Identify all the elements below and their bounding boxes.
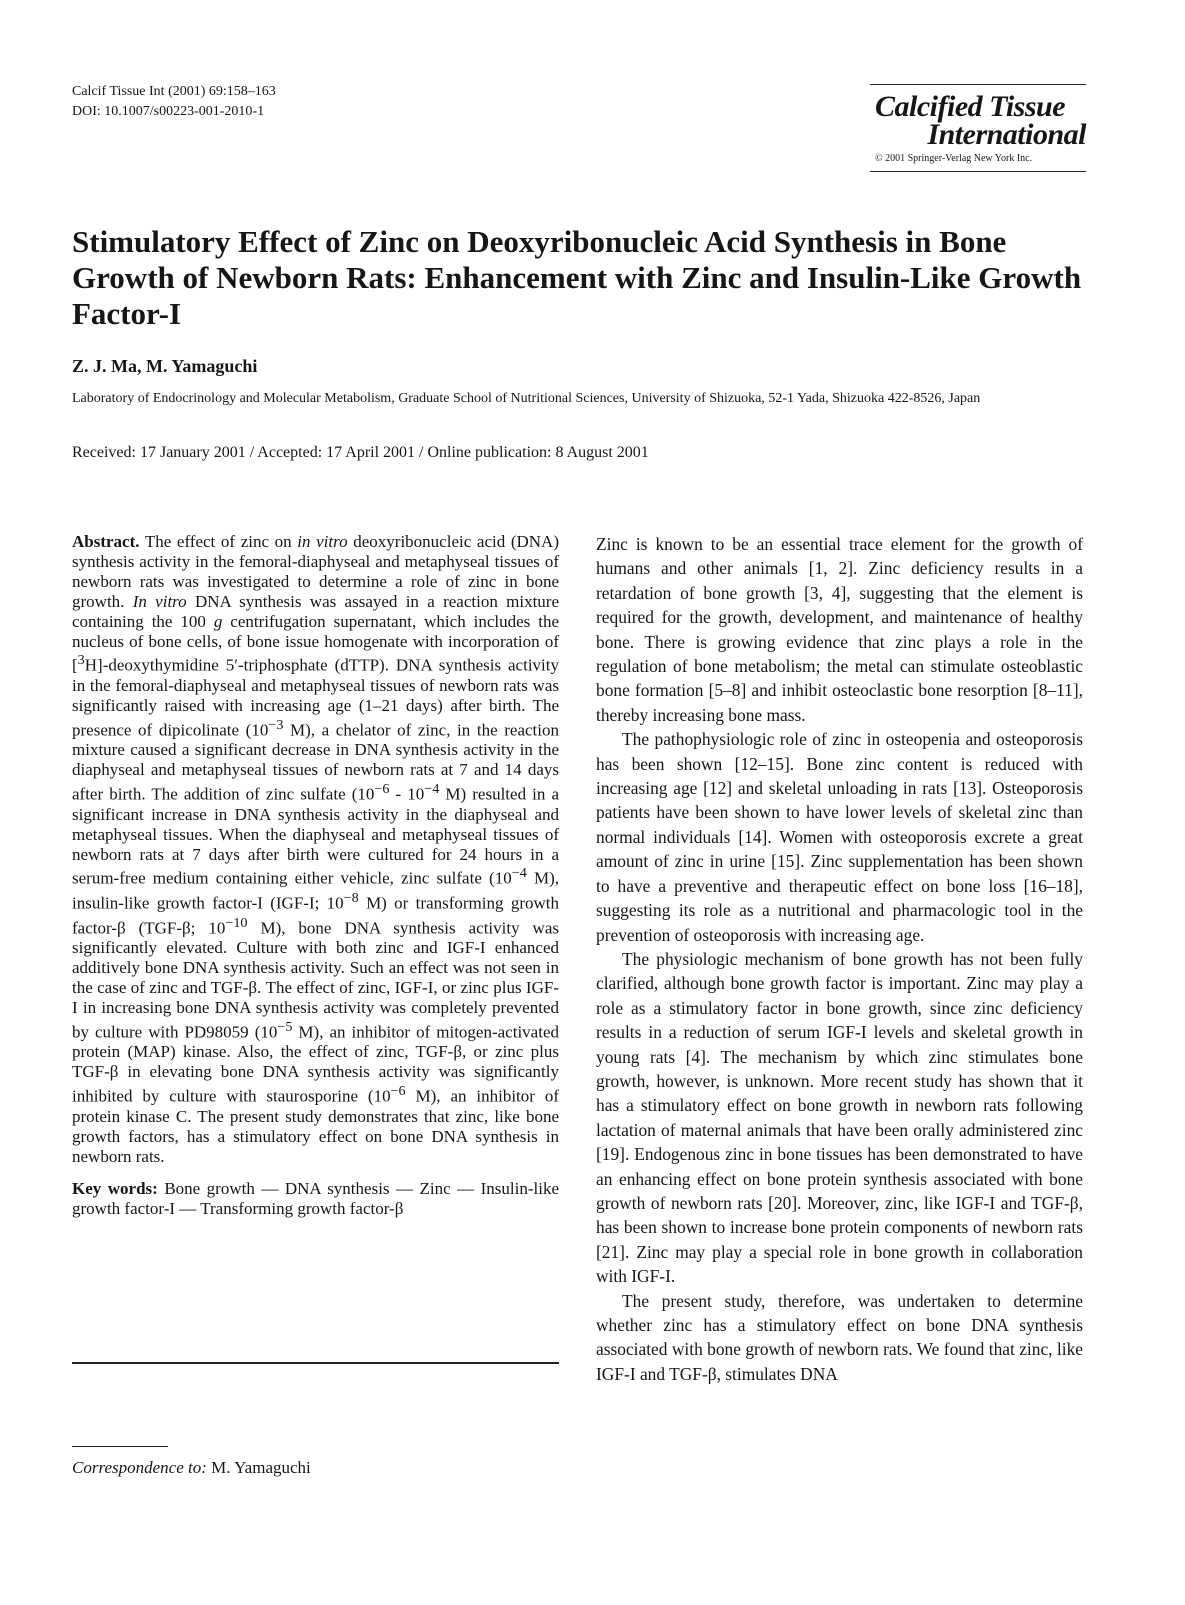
correspondence-footnote	[72, 1458, 311, 1478]
abstract-superscript: −6	[390, 1083, 406, 1100]
journal-name-line2: International	[927, 118, 1086, 151]
body-paragraph-3: The physiologic mechanism of bone growth has not been fully clarified, although bone growth factor is important. Zinc may play a role as a stimulatory factor in bone growth, since zinc deficiency results in a reduction of serum IGF-I levels and skeletal growth in young rats [4]. The mechanism by which zinc stimulates bone growth, however, is unknown. More recent study has shown that it has a stimulatory effect on bone growth in newborn rats following lactation of maternal animals that have been orally administered zinc [19]. Endogenous zinc in bone tissues has been demonstrated to have an enhancing effect on bone protein synthesis associated with bone growth of newborn rats [20]. Moreover, zinc, like IGF-I and TGF-β, has been shown to increase bone protein components of newborn rats [21]. Zinc may play a special role in bone growth in collaboration with IGF-I.	[596, 948, 1083, 1287]
abstract	[72, 532, 559, 1166]
body-paragraph-1: Zinc is known to be an essential trace element for the growth of humans and other animals [1, 2]. Zinc deficiency results in a retardation of bone growth [3, 4], suggesting that the element is required for the growth, development, and maintenance of healthy bone. There is growing evidence that zinc plays a role in the regulation of bone metabolism; the metal can stimulate osteoblastic bone formation [5–8] and inhibit osteoclastic bone resorption [8–11], thereby increasing bone mass.	[596, 534, 1083, 725]
abstract-italic: g	[213, 611, 223, 631]
abstract-text: M), a chelator of zinc, in the reaction mixture caused a significant decrease in DNA synthesis activity in the diaphyseal and metaphyseal tissues of newborn rats at 7 and 14 days after birth. The addition of zinc sulfate (10	[72, 720, 559, 804]
publication-dates: Received: 17 January 2001 / Accepted: 17 April 2001 / Online publication: 8 August 2001	[72, 444, 649, 461]
copyright-notice: © 2001 Springer-Verlag New York Inc.	[875, 153, 1033, 164]
abstract-superscript: −8	[343, 890, 359, 907]
abstract-superscript: −5	[277, 1018, 293, 1035]
left-column	[72, 532, 559, 1219]
citation-block	[72, 82, 276, 122]
footnote-divider	[72, 1446, 168, 1447]
abstract-superscript: 3	[77, 652, 85, 669]
right-column	[596, 532, 1083, 1386]
abstract-text: M) resulted in a significant increase in DNA synthesis activity in the diaphyseal and metaphyseal tissues. When the diaphyseal and metaphyseal tissues of newborn rats at 7 days after birth were cultured for 24 hours in a serum-free medium containing either vehicle, zinc sulfate (10	[72, 784, 559, 889]
abstract-text: H]-deoxythymidine 5′-triphosphate (dTTP). DNA synthesis activity in the femoral-diaphyseal and metaphyseal tissues of newborn rats was significantly raised with increasing age (1–21 days) after birth. The presence of dipicolinate (10	[72, 656, 559, 740]
authors: Z. J. Ma, M. Yamaguchi	[72, 356, 258, 376]
keywords-label: Key words:	[72, 1179, 158, 1199]
article-title: Stimulatory Effect of Zinc on Deoxyribonucleic Acid Synthesis in Bone Growth of Newborn Rats: Enhancement with Zinc and Insulin-Like Growth Factor-I	[72, 224, 1082, 331]
abstract-italic: In vitro	[132, 591, 187, 611]
correspondence-label: Correspondence to:	[72, 1458, 207, 1477]
citation-line: Calcif Tissue Int (2001) 69:158–163	[72, 84, 276, 99]
abstract-superscript: −10	[225, 914, 248, 931]
abstract-text: - 10	[389, 784, 425, 804]
keywords	[72, 1179, 559, 1219]
abstract-divider	[72, 1362, 559, 1364]
abstract-text: M) or transforming growth factor-β (TGF-β; 10	[72, 893, 559, 938]
journal-name-line1: Calcified Tissue	[875, 90, 1066, 123]
correspondence-name: M. Yamaguchi	[211, 1458, 311, 1477]
affiliation: Laboratory of Endocrinology and Molecular Metabolism, Graduate School of Nutritional Sciences, University of Shizuoka, 52-1 Yada, Shizuoka 422-8526, Japan	[72, 391, 981, 406]
abstract-text: centrifugation supernatant, which includes the nucleus of bone cells, of bone issue homogenate with incorporation of [	[72, 611, 559, 676]
abstract-superscript: −3	[268, 716, 284, 733]
journal-logo	[870, 84, 1086, 172]
abstract-superscript: −4	[424, 781, 440, 798]
abstract-text: deoxyribonucleic acid (DNA) synthesis activity in the femoral-diaphyseal and metaphyseal tissues of newborn rats was investigated to determine a role of zinc in bone growth.	[72, 532, 559, 611]
abstract-text: DNA synthesis was assayed in a reaction mixture containing the 100	[72, 591, 559, 631]
abstract-text: M), an inhibitor of mitogen-activated protein (MAP) kinase. Also, the effect of zinc, TGF-β, or zinc plus TGF-β in elevating bone DNA synthesis activity was significantly inhibited by culture with staurosporine (10	[72, 1022, 559, 1106]
abstract-text: M), insulin-like growth factor-I (IGF-I; 10	[72, 869, 559, 913]
abstract-label: Abstract.	[72, 532, 140, 551]
abstract-text: M), bone DNA synthesis activity was significantly elevated. Culture with both zinc and IGF-I enhanced additively bone DNA synthesis activity. Such an effect was not seen in the case of zinc and TGF-β. The effect of zinc, IGF-I, or zinc plus IGF-I in increasing bone DNA synthesis activity was completely prevented by culture with PD98059 (10	[72, 918, 559, 1042]
abstract-italic: in vitro	[297, 532, 348, 551]
doi-line: DOI: 10.1007/s00223-001-2010-1	[72, 104, 265, 119]
abstract-superscript: −6	[374, 781, 390, 798]
body-paragraph-4: The present study, therefore, was undertaken to determine whether zinc has a stimulatory effect on bone DNA synthesis associated with bone growth of newborn rats. We found that zinc, like IGF-I and TGF-β, stimulates DNA	[596, 1290, 1083, 1384]
keywords-text: Bone growth — DNA synthesis — Zinc — Insulin-like growth factor-I — Transforming growth factor-β	[72, 1179, 560, 1219]
abstract-superscript: −4	[511, 865, 527, 882]
body-paragraph-2: The pathophysiologic role of zinc in osteopenia and osteoporosis has been shown [12–15]. Bone zinc content is reduced with increasing age [12] and skeletal unloading in rats [13]. Osteoporosis patients have been shown to have lower levels of skeletal zinc than normal individuals [14]. Women with osteoporosis excrete a great amount of zinc in urine [15]. Zinc supplementation has been shown to have a preventive and therapeutic effect on bone loss [16–18], suggesting its role as a nutritional and pharmacologic tool in the prevention of osteoporosis with increasing age.	[596, 729, 1083, 945]
abstract-text: The effect of zinc on	[144, 532, 298, 551]
abstract-text: M), an inhibitor of protein kinase C. The present study demonstrates that zinc, like bone growth factors, has a stimulatory effect on bone DNA synthesis in newborn rats.	[72, 1086, 559, 1166]
